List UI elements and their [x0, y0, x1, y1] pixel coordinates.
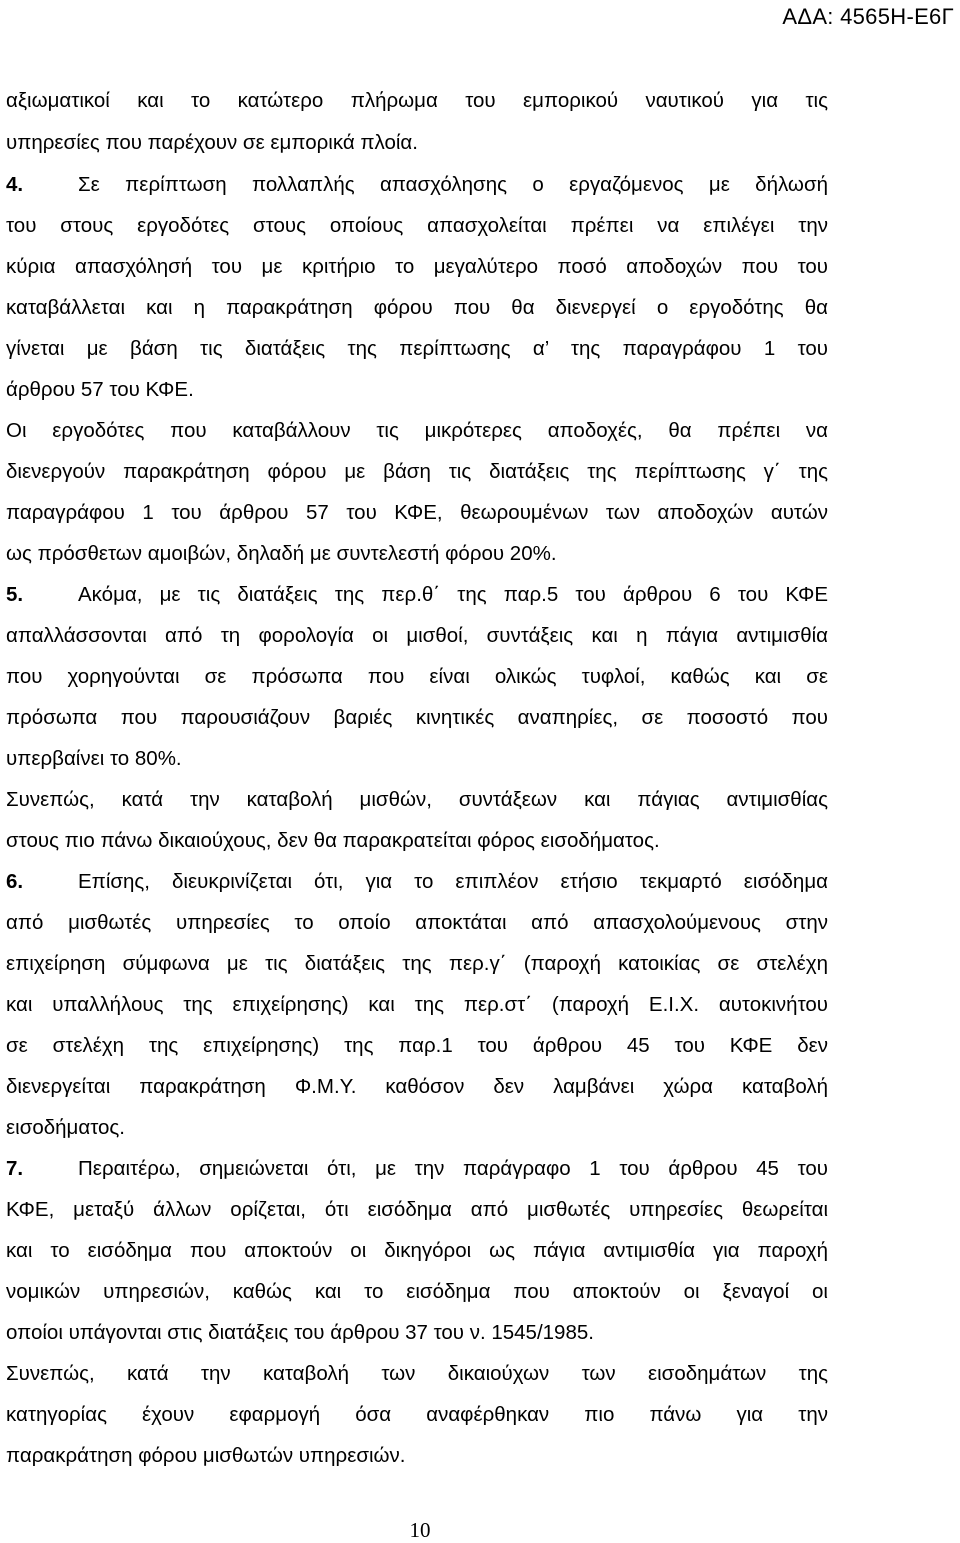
- text-line: εισοδήματος.: [6, 1116, 126, 1139]
- text-line: που χορηγούνται σε πρόσωπα που είναι ολικώς τυφλοί, καθώς και σε: [6, 665, 828, 688]
- text-line: απαλλάσσονται από τη φορολογία οι μισθοί, συντάξεις και η πάγια αντιμισθία: [6, 624, 828, 647]
- text-line: από μισθωτές υπηρεσίες το οποίο αποκτάται από απασχολούμενους στην: [6, 911, 828, 934]
- text-line: Συνεπώς, κατά την καταβολή μισθών, συντάξεων και πάγιας αντιμισθίας: [6, 788, 828, 811]
- ada-code-header: ΑΔΑ: 4565Η-Ε6Γ: [782, 4, 954, 29]
- paragraph-number: 4.: [6, 173, 24, 196]
- text-line: πρόσωπα που παρουσιάζουν βαριές κινητικές αναπηρίες, σε ποσοστό που: [6, 706, 828, 729]
- text-line: Ακόμα, με τις διατάξεις της περ.θ΄ της παρ.5 του άρθρου 6 του ΚΦΕ: [78, 583, 828, 606]
- text-line: καταβάλλεται και η παρακράτηση φόρου που θα διενεργεί ο εργοδότης θα: [6, 296, 828, 319]
- paragraph-number: 6.: [6, 870, 24, 893]
- page-number: 10: [409, 1518, 431, 1542]
- text-line: Συνεπώς, κατά την καταβολή των δικαιούχων των εισοδημάτων της: [6, 1362, 828, 1385]
- text-line: κατηγορίας έχουν εφαρμογή όσα αναφέρθηκαν πιο πάνω για την: [6, 1403, 828, 1426]
- paragraph-number: 5.: [6, 583, 24, 606]
- text-line: νομικών υπηρεσιών, καθώς και το εισόδημα που αποκτούν οι ξεναγοί οι: [6, 1280, 828, 1303]
- text-line: Σε περίπτωση πολλαπλής απασχόλησης ο εργαζόμενος με δήλωσή: [78, 173, 828, 196]
- text-line: αξιωματικοί και το κατώτερο πλήρωμα του εμπορικού ναυτικού για τις: [6, 89, 828, 112]
- text-line: Επίσης, διευκρινίζεται ότι, για το επιπλέον ετήσιο τεκμαρτό εισόδημα: [78, 870, 828, 893]
- text-line: ως πρόσθετων αμοιβών, δηλαδή με συντελεστή φόρου 20%.: [6, 542, 557, 565]
- paragraph-number: 7.: [6, 1157, 24, 1180]
- text-line: διενεργείται παρακράτηση Φ.Μ.Υ. καθόσον δεν λαμβάνει χώρα καταβολή: [6, 1075, 828, 1098]
- text-line: υπερβαίνει το 80%.: [6, 747, 182, 770]
- text-line: υπηρεσίες που παρέχουν σε εμπορικά πλοία.: [6, 131, 418, 154]
- text-line: γίνεται με βάση τις διατάξεις της περίπτωσης α’ της παραγράφου 1 του: [6, 337, 828, 360]
- text-line: διενεργούν παρακράτηση φόρου με βάση τις διατάξεις της περίπτωσης γ΄ της: [6, 460, 828, 483]
- text-line: του στους εργοδότες στους οποίους απασχολείται πρέπει να επιλέγει την: [6, 214, 828, 237]
- text-line: Περαιτέρω, σημειώνεται ότι, με την παράγραφο 1 του άρθρου 45 του: [78, 1157, 828, 1180]
- text-line: ΚΦΕ, μεταξύ άλλων ορίζεται, ότι εισόδημα από μισθωτές υπηρεσίες θεωρείται: [6, 1198, 828, 1221]
- text-line: κύρια απασχόλησή του με κριτήριο το μεγαλύτερο ποσό αποδοχών που του: [6, 255, 828, 278]
- text-line: παρακράτηση φόρου μισθωτών υπηρεσιών.: [6, 1444, 406, 1467]
- text-line: άρθρου 57 του ΚΦΕ.: [6, 378, 194, 401]
- text-line: παραγράφου 1 του άρθρου 57 του ΚΦΕ, θεωρουμένων των αποδοχών αυτών: [6, 501, 828, 524]
- text-line: επιχείρηση σύμφωνα με τις διατάξεις της περ.γ΄ (παροχή κατοικίας σε στελέχη: [6, 952, 828, 975]
- text-line: και το εισόδημα που αποκτούν οι δικηγόροι ως πάγια αντιμισθία για παροχή: [6, 1239, 828, 1262]
- text-line: οποίοι υπάγονται στις διατάξεις του άρθρου 37 του ν. 1545/1985.: [6, 1321, 594, 1344]
- text-line: σε στελέχη της επιχείρησης) της παρ.1 του άρθρου 45 του ΚΦΕ δεν: [6, 1034, 828, 1057]
- text-line: στους πιο πάνω δικαιούχους, δεν θα παρακρατείται φόρος εισοδήματος.: [6, 829, 660, 852]
- text-line: Οι εργοδότες που καταβάλλουν τις μικρότερες αποδοχές, θα πρέπει να: [6, 419, 828, 442]
- text-line: και υπαλλήλους της επιχείρησης) και της περ.στ΄ (παροχή Ε.Ι.Χ. αυτοκινήτου: [6, 993, 828, 1016]
